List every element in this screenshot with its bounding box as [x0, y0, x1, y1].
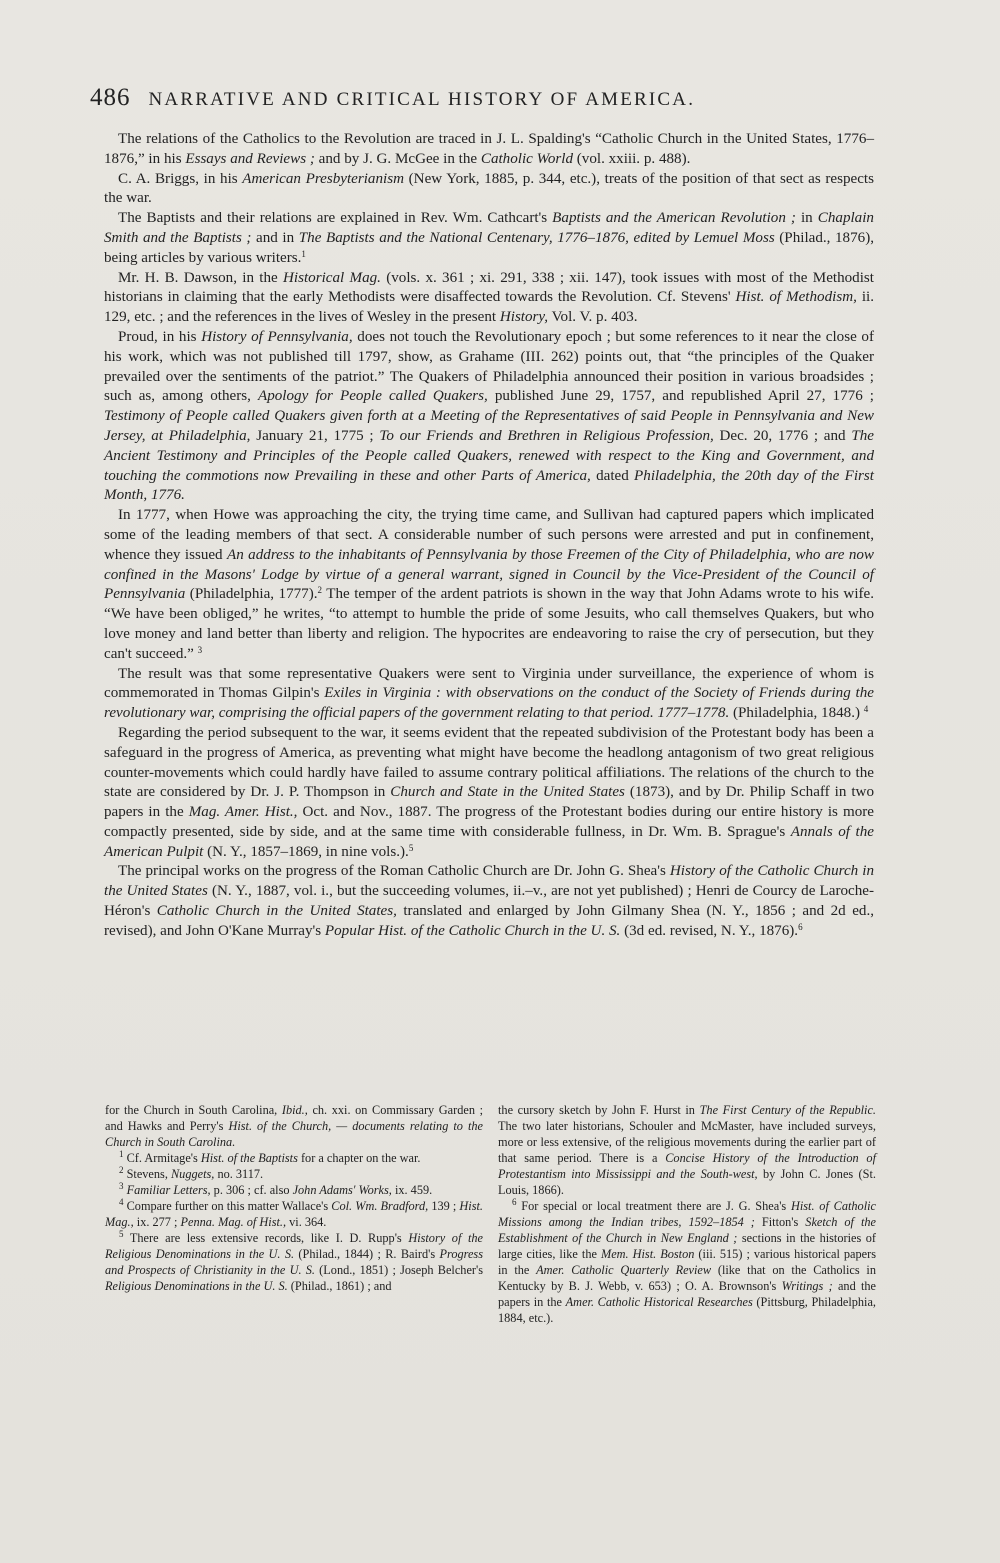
footnote-ref: 6 — [798, 921, 803, 932]
footnote-number: 6 — [512, 1197, 517, 1207]
footnote-number: 5 — [119, 1229, 124, 1239]
footnote-continuation: for the Church in South Carolina, Ibid., ch. xxi. on Commissary Garden ; and Hawks and Perry's Hist. of the Church, — documents relating to the Church in South Carolina. — [105, 1103, 483, 1149]
footnote-2: $^2$ Stevens, Nuggets, no. 3117. — [119, 1165, 264, 1181]
footnote-3: $^3$ Familiar Letters, p. 306 ; cf. also John Adams' Works, ix. 459. — [119, 1181, 433, 1197]
footnote-ref: 2 — [317, 585, 323, 596]
footnote-6: $^6$ For special or local treatment there are J. G. Shea's Hist. of Catholic Missions among the Indian tribes, 1592–1854 ; Fitton's Sketch of the Establishment of the Church in New England ; sections in the histories of large cities, like the Mem. Hist. Boston (iii. 515) ; various historical papers in the Amer. Catholic Quarterly Review (like that on the Catholics in Kentucky by B. J. Webb, v. 653) ; O. A. Brownson's Writings ; and the papers in the Amer. Catholic Historical Researches (Pittsburg, Philadelphia, 1884, etc.). — [498, 1197, 877, 1325]
footnotes-left-column — [105, 1102, 483, 1294]
footnote-5: $^5$ There are less extensive records, like I. D. Rupp's History of the Religious Denominations in the U. S. (Philad., 1844) ; R. Baird's Progress and Prospects of Christianity in the U. S. (Lond., 1851) ; Joseph Belcher's Religious Denominations in the U. S. (Philad., 1861) ; and — [105, 1229, 483, 1293]
footnote-ref: 1 — [301, 248, 306, 259]
paragraph-virginia-exiles: The result was that some representative Quakers were sent to Virginia under surveillance, the experience of whom is commemorated in Thomas Gilpin's Exiles in Virginia : with observations on the conduct of the Society of Friends during the revolutionary war, comprising the official papers of the government relating to that period. 1777–1778. (Philadelphia, 1848.) $^4$ — [104, 665, 874, 722]
footnote-ref: 4 — [863, 704, 869, 715]
footnote-4: $^4$ Compare further on this matter Wallace's Col. Wm. Bradford, 139 ; Hist. Mag., ix. 277 ; Penna. Mag. of Hist., vi. 364. — [105, 1197, 483, 1229]
page-number: 486 — [90, 84, 131, 111]
paragraph-protestant-bodies: Regarding the period subsequent to the war, it seems evident that the repeated subdivision of the Protestant body has been a safeguard in the progress of America, as preventing what might have become the headlong antagonism of two great religious counter-movements which could hardly have failed to assume contrary political affiliations. The relations of the church to the state are considered by Dr. J. P. Thompson in Church and State in the United States (1873), and by Dr. Philip Schaff in two papers in the Mag. Amer. Hist., Oct. and Nov., 1887. The progress of the Protestant bodies during our entire history is more compactly presented, side by side, and at the same time with considerable fullness, in Dr. Wm. B. Sprague's Annals of the American Pulpit (N. Y., 1857–1869, in nine vols.).$^5$ — [104, 724, 875, 860]
footnote-ref: 3 — [197, 644, 203, 655]
footnote-number: 2 — [119, 1165, 124, 1175]
footnote-1: $^1$ Cf. Armitage's Hist. of the Baptists for a chapter on the war. — [119, 1149, 421, 1165]
running-title: NARRATIVE AND CRITICAL HISTORY OF AMERICA. — [148, 89, 696, 110]
paragraph-roman-catholic: The principal works on the progress of the Roman Catholic Church are Dr. John G. Shea's History of the Catholic Church in the United States (N. Y., 1887, vol. i., but the succeeding volumes, ii.–v., are not yet published) ; Henri de Courcy de Laroche-Héron's Catholic Church in the United States, translated and enlarged by John Gilmany Shea (N. Y., 1856 ; and 2d ed., revised), and John O'Kane Murray's Popular Hist. of the Catholic Church in the U. S. (3d ed. revised, N. Y., 1876).$^6$ — [104, 863, 875, 939]
page-header — [90, 84, 890, 118]
footnote-number: 1 — [119, 1149, 124, 1159]
paragraph-howe-1777: In 1777, when Howe was approaching the city, the trying time came, and Sullivan had captured papers which implicated some of the leading members of that sect. A considerable number of such persons were arrested and put in confinement, whence they issued An address to the inhabitants of Pennsylvania by those Freemen of the City of Philadelphia, who are now confined in the Masons' Lodge by virtue of a general warrant, signed in Council by the Vice-President of the Council of Pennsylvania (Philadelphia, 1777).$^2$ The temper of the ardent patriots is shown in the way that John Adams wrote to his wife. “We have been obliged,” he writes, “to attempt to humble the pride of some Jesuits, who call themselves Quakers, but who love money and land better than liberty and religion. The hypocrites are endeavoring to raise the cry of persecution, but they can't succeed.” $^3$ — [104, 507, 875, 662]
footnote-ref: 5 — [408, 842, 414, 853]
paragraph-presbyterians: C. A. Briggs, in his American Presbyterianism (New York, 1885, p. 344, etc.), treats of the position of that sect as respects the war. — [104, 170, 874, 207]
paragraph-catholics: The relations of the Catholics to the Revolution are traced in J. L. Spalding's “Catholic Church in the United States, 1776–1876,” in his Essays and Reviews ; and by J. G. McGee in the Catholic World (vol. xxiii. p. 488). — [104, 131, 874, 167]
footnotes-right-column — [498, 1102, 876, 1326]
paragraph-methodists: Mr. H. B. Dawson, in the Historical Mag. (vols. x. 361 ; xi. 291, 338 ; xii. 147), took issues with most of the Methodist historians in claiming that the early Methodists were disaffected towards the Revolution. Cf. Stevens' Hist. of Methodism, ii. 129, etc. ; and the references in the lives of Wesley in the present History, Vol. V. p. 403. — [104, 269, 874, 326]
footnote-number: 4 — [119, 1197, 124, 1207]
paragraph-quakers: Proud, in his History of Pennsylvania, does not touch the Revolutionary epoch ; but some references to it near the close of his work, which was not published till 1797, show, as Grahame (III. 262) points out, that “the principles of the Quaker prevailed over the sentiments of the patriot.” The Quakers of Philadelphia announced their position in various broadsides ; such as, among others, Apology for People called Quakers, published June 29, 1757, and republished April 27, 1776 ; Testimony of People called Quakers given forth at a Meeting of the Representatives of said People in Pennsylvania and New Jersey, at Philadelphia, January 21, 1775 ; To our Friends and Brethren in Religious Profession, Dec. 20, 1776 ; and The Ancient Testimony and Principles of the People called Quakers, renewed with respect to the King and Government, and touching the commotions now Prevailing in these and other Parts of America, dated Philadelphia, the 20th day of the First Month, 1776. — [104, 328, 875, 504]
paragraph-baptists: The Baptists and their relations are explained in Rev. Wm. Cathcart's Baptists and the American Revolution ; in Chaplain Smith and the Baptists ; and in The Baptists and the National Centenary, 1776–1876, edited by Lemuel Moss (Philad., 1876), being articles by various writers.$^1$ — [104, 210, 875, 266]
main-text — [104, 130, 874, 942]
footnote-number: 3 — [119, 1181, 124, 1191]
footnote-continuation: the cursory sketch by John F. Hurst in The First Century of the Republic. The two later historians, Schouler and McMaster, have included surveys, more or less extensive, of the religious movements during the earlier part of that same period. There is a Concise History of the Introduction of Protestantism into Mississippi and the South-west, by John C. Jones (St. Louis, 1866). — [498, 1103, 876, 1197]
